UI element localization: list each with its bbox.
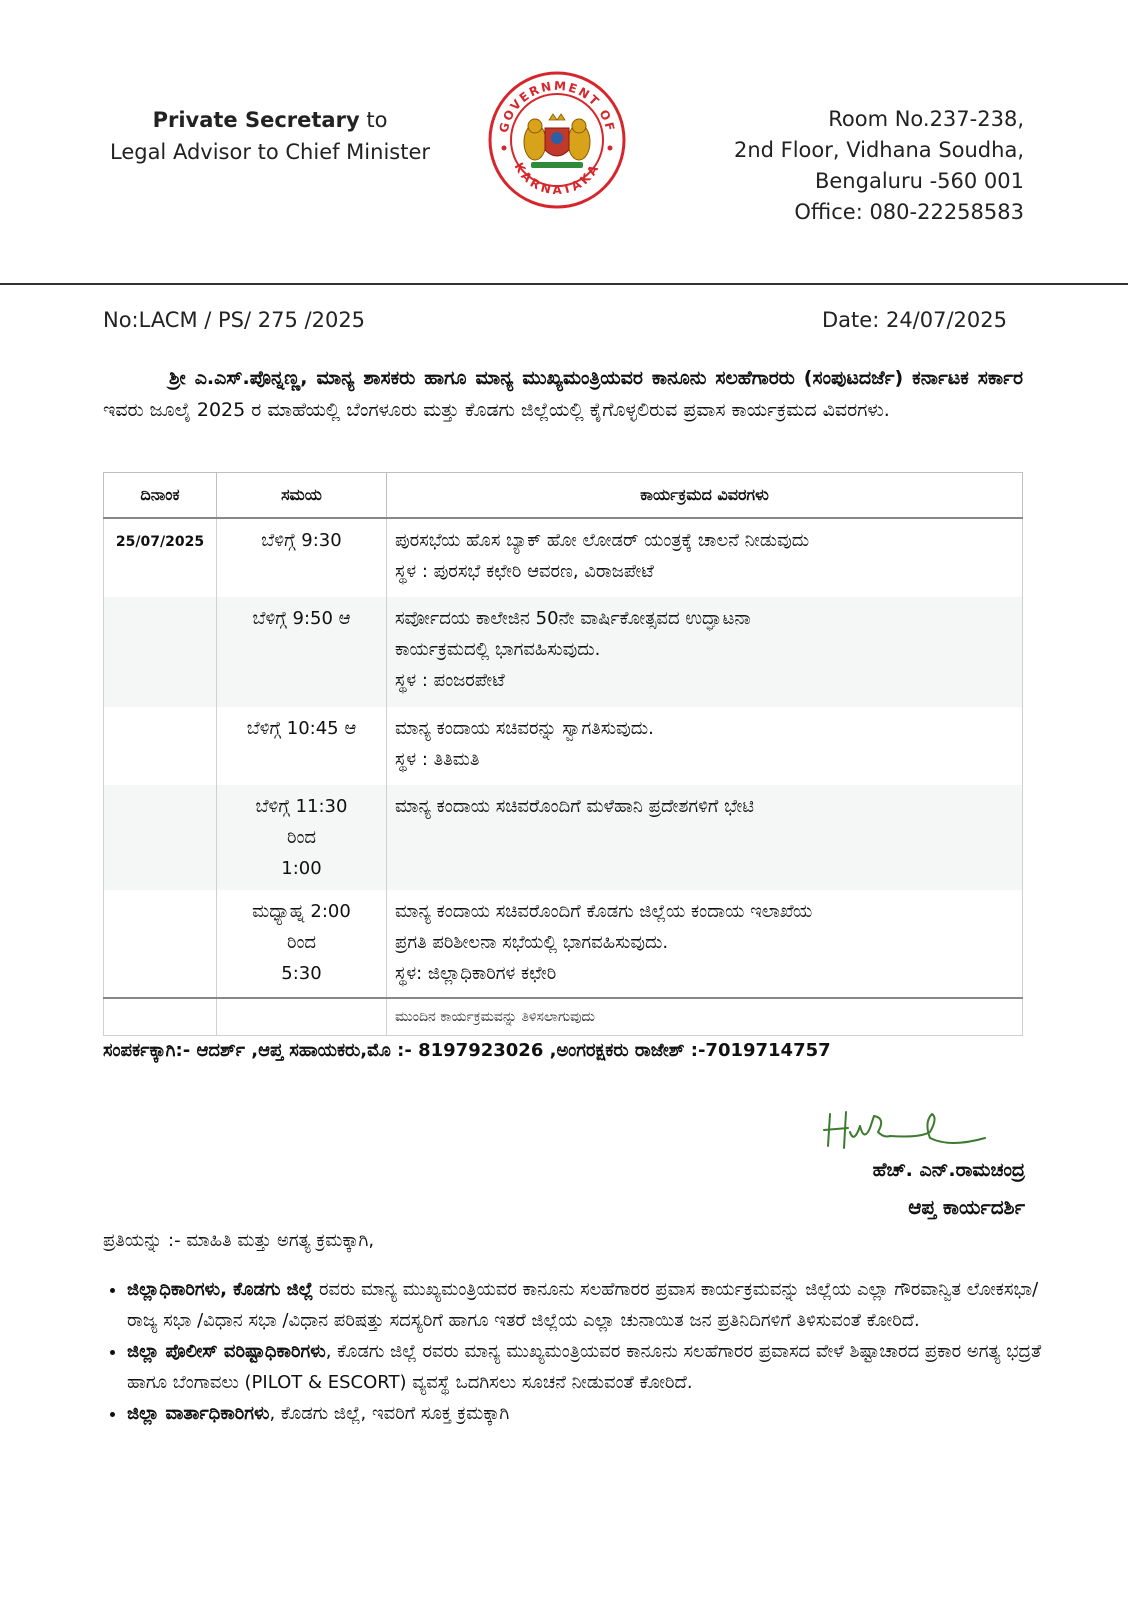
- list-item: [127, 1398, 1043, 1429]
- row-time: [217, 890, 387, 998]
- address-phone: Office: 080-22258583: [794, 200, 1024, 224]
- row-detail-line: ಮಾನ್ಯ ಕಂದಾಯ ಸಚಿವರೊಂದಿಗೆ ಮಳೆಹಾನಿ ಪ್ರದೇಶಗಳಿಗೆ ಭೇಟಿ: [395, 796, 755, 817]
- row-detail-line: ಕಾರ್ಯಕ್ರಮದಲ್ಲಿ ಭಾಗವಹಿಸುವುದು.: [395, 639, 601, 660]
- signatory-name: ಹೆಚ್. ಎನ್.ರಾಮಚಂದ್ರ: [872, 1159, 1025, 1181]
- recipient-name: ಜಿಲ್ಲಾ ಪೊಲೀಸ್ ವರಿಷ್ಟಾಧಿಕಾರಿಗಳು: [127, 1341, 326, 1362]
- recipient-text: , ಕೊಡಗು ಜಿಲ್ಲೆ, ಇವರಿಗೆ ಸೂಕ್ತ ಕ್ರಮಕ್ಕಾಗಿ: [269, 1403, 510, 1424]
- row-time-line: ಬೆಳಿಗ್ಗೆ 11:30: [255, 796, 348, 817]
- reference-date: Date: 24/07/2025: [822, 308, 1007, 332]
- recipient-name: ಜಿಲ್ಲಾಧಿಕಾರಿಗಳು, ಕೊಡಗು ಜಿಲ್ಲೆ: [127, 1279, 314, 1300]
- row-date: [104, 597, 217, 707]
- schedule-table: [103, 472, 1023, 1036]
- sender-line-2: Legal Advisor to Chief Minister: [109, 140, 431, 164]
- karnataka-government-seal: [487, 70, 627, 210]
- recipient-name: ಜಿಲ್ಲಾ ವಾರ್ತಾಧಿಕಾರಿಗಳು: [127, 1403, 270, 1424]
- row-detail-line: ಸ್ಥಳ : ಪಂಜರಪೇಟೆ: [395, 670, 505, 691]
- signature-icon: [820, 1108, 990, 1158]
- row-date: 25/07/2025: [104, 518, 217, 597]
- schedule-note: ಮುಂದಿನ ಕಾರ್ಯಕ್ರಮವನ್ನು ತಿಳಿಸಲಾಗುವುದು: [387, 998, 1023, 1036]
- row-details: [387, 518, 1023, 597]
- note-empty-cell: [104, 998, 217, 1036]
- address-room: Room No.237-238,: [828, 107, 1024, 131]
- row-date: [104, 785, 217, 890]
- table-row: [104, 707, 1023, 785]
- copy-recipients-list: [107, 1274, 1043, 1429]
- row-details: [387, 890, 1023, 998]
- row-time-line: ಬೆಳಿಗ್ಗೆ 10:45 ಆ: [246, 718, 357, 739]
- address-floor: 2nd Floor, Vidhana Soudha,: [733, 138, 1024, 162]
- intro-bold: ಶ್ರೀ ಎ.ಎಸ್.ಪೊನ್ನಣ್ಣ, ಮಾನ್ಯ ಶಾಸಕರು ಹಾಗೂ ಮಾನ್ಯ ಮುಖ್ಯಮಂತ್ರಿಯವರ ಕಾನೂನು ಸಲಹೆಗಾರರು (ಸಂಪುಟದರ್ಜೆ) ಕರ್ನಾಟಕ ಸರ್ಕಾರ: [169, 367, 1023, 389]
- list-item: [127, 1274, 1043, 1336]
- row-details: [387, 597, 1023, 707]
- header-divider: [0, 283, 1128, 285]
- row-detail-line: ಮಾನ್ಯ ಕಂದಾಯ ಸಚಿವರನ್ನು ಸ್ವಾಗತಿಸುವುದು.: [395, 718, 654, 739]
- row-date: [104, 890, 217, 998]
- table-header-row: [104, 473, 1023, 519]
- sender-line-1: [100, 104, 440, 136]
- row-time: [217, 518, 387, 597]
- table-row: [104, 518, 1023, 597]
- seal-text-top: GOVERNMENT OF: [496, 78, 618, 135]
- intro-rest: ಇವರು ಜೂಲೈ 2025 ರ ಮಾಹೆಯಲ್ಲಿ ಬೆಂಗಳೂರು ಮತ್ತು ಕೊಡಗು ಜಿಲ್ಲೆಯಲ್ಲಿ ಕೈಗೊಳ್ಳಲಿರುವ ಪ್ರವಾಸ ಕಾರ್ಯಕ್ರಮದ ವಿವರಗಳು.: [103, 399, 890, 421]
- row-time-line: ರಿಂದ: [286, 932, 317, 953]
- address-city: Bengaluru -560 001: [814, 169, 1024, 193]
- row-time: [217, 785, 387, 890]
- emblem-icon: [524, 114, 590, 168]
- row-time-line: 5:30: [281, 963, 322, 984]
- list-item: [127, 1336, 1043, 1398]
- row-detail-line: ಮಾನ್ಯ ಕಂದಾಯ ಸಚಿವರೊಂದಿಗೆ ಕೊಡಗು ಜಿಲ್ಲೆಯ ಕಂದಾಯ ಇಲಾಖೆಯ: [395, 901, 813, 922]
- header-time: ಸಮಯ: [217, 473, 387, 519]
- row-time-line: ಮಧ್ಯಾಹ್ನ 2:00: [252, 901, 351, 922]
- sender-title-suffix: to: [359, 108, 388, 132]
- row-time: [217, 707, 387, 785]
- row-time-line: ಬೆಳಿಗ್ಗೆ 9:50 ಆ: [252, 608, 351, 629]
- row-details: [387, 707, 1023, 785]
- row-detail-line: ಪ್ರಗತಿ ಪರಿಶೀಲನಾ ಸಭೆಯಲ್ಲಿ ಭಾಗವಹಿಸುವುದು.: [395, 932, 669, 953]
- row-detail-line: ಪುರಸಭೆಯ ಹೊಸ ಬ್ಯಾಕ್ ಹೋ ಲೋಡರ್ ಯಂತ್ರಕ್ಕೆ ಚಾಲನೆ ನೀಡುವುದು: [395, 530, 810, 551]
- reference-number: No:LACM / PS/ 275 /2025: [103, 308, 366, 332]
- row-time-line: 1:00: [281, 858, 322, 879]
- row-detail-line: ಸ್ಥಳ: ಜಿಲ್ಲಾಧಿಕಾರಿಗಳ ಕಛೇರಿ: [395, 963, 557, 984]
- recipient-text: ರವರು ಮಾನ್ಯ ಮುಖ್ಯಮಂತ್ರಿಯವರ ಕಾನೂನು ಸಲಹೆಗಾರರ ಪ್ರವಾಸ ಕಾರ್ಯಕ್ರಮವನ್ನು ಜಿಲ್ಲೆಯ ಎಲ್ಲಾ ಗೌರವಾನ್ವಿತ ಲೋಕಸಭಾ/ರಾಜ್ಯ ಸಭಾ /ವಿಧಾನ ಸಭಾ /ವಿಧಾನ ಪರಿಷತ್ತು ಸದಸ್ಯರಿಗೆ ಹಾಗೂ ಇತರೆ ಜಿಲ್ಲೆಯ ಎಲ್ಲಾ ಚುನಾಯಿತ ಜನ ಪ್ರತಿನಿದಿಗಳಿಗೆ ತಿಳಿಸುವಂತೆ ಕೋರಿದೆ.: [127, 1279, 1039, 1331]
- table-row: [104, 597, 1023, 707]
- row-date: [104, 707, 217, 785]
- header-date: ದಿನಾಂಕ: [104, 473, 217, 519]
- sender-designation: [100, 104, 440, 168]
- row-detail-line: ಸ್ಥಳ : ಪುರಸಭೆ ಕಛೇರಿ ಆವರಣ, ವಿರಾಜಪೇಟೆ: [395, 561, 654, 582]
- note-empty-cell: [217, 998, 387, 1036]
- office-address: [734, 104, 1024, 228]
- seal-text-bottom: KARNATAKA: [511, 160, 603, 198]
- intro-paragraph: [103, 362, 1023, 426]
- table-row: [104, 890, 1023, 998]
- row-detail-line: ಸರ್ವೋದಯ ಕಾಲೇಜಿನ 50ನೇ ವಾರ್ಷಿಕೋತ್ಸವದ ಉದ್ಘಾಟನಾ: [395, 608, 751, 629]
- table-note-row: [104, 998, 1023, 1036]
- row-time-line: ರಿಂದ: [286, 827, 317, 848]
- signatory-title: ಆಪ್ತ ಕಾರ್ಯದರ್ಶಿ: [908, 1195, 1025, 1219]
- table-row: [104, 785, 1023, 890]
- row-time: [217, 597, 387, 707]
- header-details: ಕಾರ್ಯಕ್ರಮದ ವಿವರಗಳು: [387, 473, 1023, 519]
- sender-title: Private Secretary: [152, 108, 360, 132]
- row-time-line: ಬೆಳಿಗ್ಗೆ 9:30: [261, 530, 342, 551]
- row-details: [387, 785, 1023, 890]
- copy-to-label: ಪ್ರತಿಯನ್ನು :- ಮಾಹಿತಿ ಮತ್ತು ಅಗತ್ಯ ಕ್ರಮಕ್ಕಾಗಿ,: [103, 1230, 375, 1251]
- contact-line: ಸಂಪರ್ಕಕ್ಕಾಗಿ:- ಆದರ್ಶ್ ,ಆಪ್ತ ಸಹಾಯಕರು,ಮೊ :- 8197923026 ,ಅಂಗರಕ್ಷಕರು ರಾಜೇಶ್ :-7019714757: [103, 1040, 831, 1061]
- recipient-text: , ಕೊಡಗು ಜಿಲ್ಲೆ ರವರು ಮಾನ್ಯ ಮುಖ್ಯಮಂತ್ರಿಯವರ ಕಾನೂನು ಸಲಹೆಗಾರರ ಪ್ರವಾಸದ ವೇಳೆ ಶಿಷ್ಟಾಚಾರದ ಪ್ರಕಾರ ಅಗತ್ಯ ಭದ್ರತೆ ಹಾಗೂ ಬೆಂಗಾವಲು (PILOT & ESCORT) ವ್ಯವಸ್ಥೆ ಒದಗಿಸಲು ಸೂಚನೆ ನೀಡುವಂತೆ ಕೋರಿದೆ.: [127, 1341, 1042, 1393]
- row-detail-line: ಸ್ಥಳ : ತಿತಿಮತಿ: [395, 749, 480, 770]
